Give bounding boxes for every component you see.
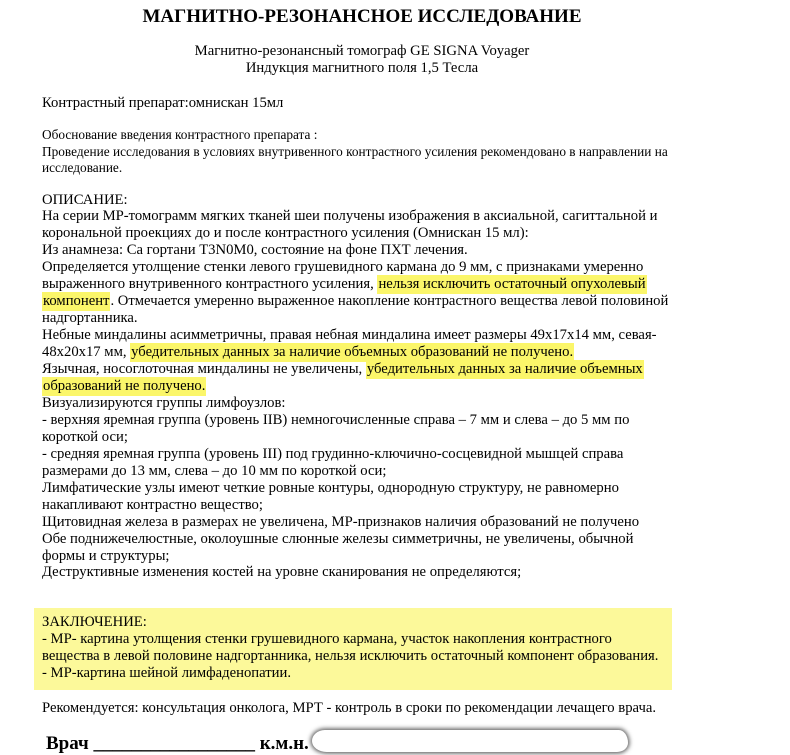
redaction-mark: [312, 730, 628, 752]
recommendation: Рекомендуется: консультация онколога, МРТ - контроль в сроки по рекомендации лечащего врача.: [42, 699, 656, 716]
conclusion-heading: ЗАКЛЮЧЕНИЕ:: [42, 613, 147, 630]
highlighted-text: убедительных данных за наличие объемных образований не получено.: [131, 344, 574, 361]
line-text: 48x20x17 мм,: [42, 344, 131, 361]
description-line: размерами до 13 мм, слева – до 10 мм по короткой оси;: [42, 462, 387, 479]
conclusion-line: вещества в левой половине надгортанника, нельзя исключить остаточный компонент образования.: [42, 647, 659, 664]
highlighted-text: образований не получено.: [43, 377, 206, 394]
description-line: Щитовидная железа в размерах не увеличена, МР-признаков наличия образований не получено: [42, 513, 640, 530]
description-line: короткой оси;: [42, 428, 128, 445]
description-line: [42, 361, 668, 378]
description-line: [42, 344, 668, 361]
signature-line: _________________: [93, 733, 255, 754]
description-line: Визуализируются группы лимфоузлов:: [42, 394, 286, 411]
conclusion-line: - МР-картина шейной лимфаденопатии.: [42, 664, 292, 681]
description-heading: ОПИСАНИЕ:: [42, 191, 128, 208]
description-line: Деструктивные изменения костей на уровне сканирования не определяются;: [42, 564, 522, 581]
field-strength: Индукция магнитного поля 1,5 Тесла: [245, 60, 479, 76]
rationale-line: Проведение исследования в условиях внутривенного контрастного усиления рекомендовано в направлении на: [42, 143, 668, 159]
description-line: Из анамнеза: Ca гортани T3N0M0, состояние на фоне ПХТ лечения.: [42, 242, 468, 259]
description-line: На серии МР-томограмм мягких тканей шеи получены изображения в аксиальной, сагиттальной и: [42, 208, 658, 225]
line-text: . Отмечается умеренно выраженное накопление контрастного вещества левой половиной: [110, 293, 669, 310]
description-line: [42, 293, 668, 310]
description-line: надгортанника.: [42, 310, 138, 327]
description-section: [42, 192, 668, 582]
description-line: [42, 276, 668, 293]
degree-label: к.м.н.: [259, 733, 309, 754]
signature-row: [46, 733, 309, 755]
rationale-section: [42, 127, 668, 177]
description-line: Лимфатические узлы имеют четкие ровные контуры, однородную структуру, не равномерно: [42, 479, 619, 496]
contrast-agent: Контрастный препарат:омнискан 15мл: [42, 94, 284, 111]
conclusion-line: - МР- картина утолщения стенки грушевидного кармана, участок накопления контрастного: [42, 630, 612, 647]
description-line: [42, 378, 668, 395]
rationale-heading: Обоснование введения контрастного препарата :: [42, 127, 318, 142]
doctor-label: Врач: [46, 733, 89, 754]
conclusion-box: [34, 608, 672, 690]
description-line: Обе поднижечелюстные, околоушные слюнные железы симметричны, не увеличены, обычной: [42, 530, 634, 547]
highlighted-text: компонент: [43, 293, 110, 310]
description-line: - верхняя яремная группа (уровень IIB) немногочисленные справа – 7 мм и слева – до 5 мм по: [42, 411, 630, 428]
rationale-line: исследование.: [42, 160, 123, 175]
description-line: формы и структуры;: [42, 547, 170, 564]
description-line: накапливают контрастно вещество;: [42, 496, 263, 513]
description-line: - средняя яремная группа (уровень III) под грудинно-ключично-сосцевидной мышцей справа: [42, 445, 624, 462]
report-title: МАГНИТНО-РЕЗОНАНСНОЕ ИССЛЕДОВАНИЕ: [142, 6, 582, 27]
line-text: выраженного внутривенного контрастного усиления,: [42, 276, 378, 293]
description-line: Определяется утолщение стенки левого грушевидного кармана до 9 мм, с признаками умеренно: [42, 259, 644, 276]
line-text: Язычная, носоглоточная миндалины не увеличены,: [42, 361, 366, 378]
highlighted-text: нельзя исключить остаточный опухолевый: [378, 276, 646, 293]
description-line: корональной проекциях до и после контрастного усиления (Омнискан 15 мл):: [42, 225, 529, 242]
scanner-model: Магнитно-резонансный томограф GE SIGNA Voyager: [194, 43, 530, 59]
highlighted-text: убедительных данных за наличие объемных: [366, 361, 643, 378]
scanner-info: [42, 43, 682, 77]
description-line: Небные миндалины асимметричны, правая небная миндалина имеет размеры 49x17x14 мм, севая-: [42, 327, 657, 344]
